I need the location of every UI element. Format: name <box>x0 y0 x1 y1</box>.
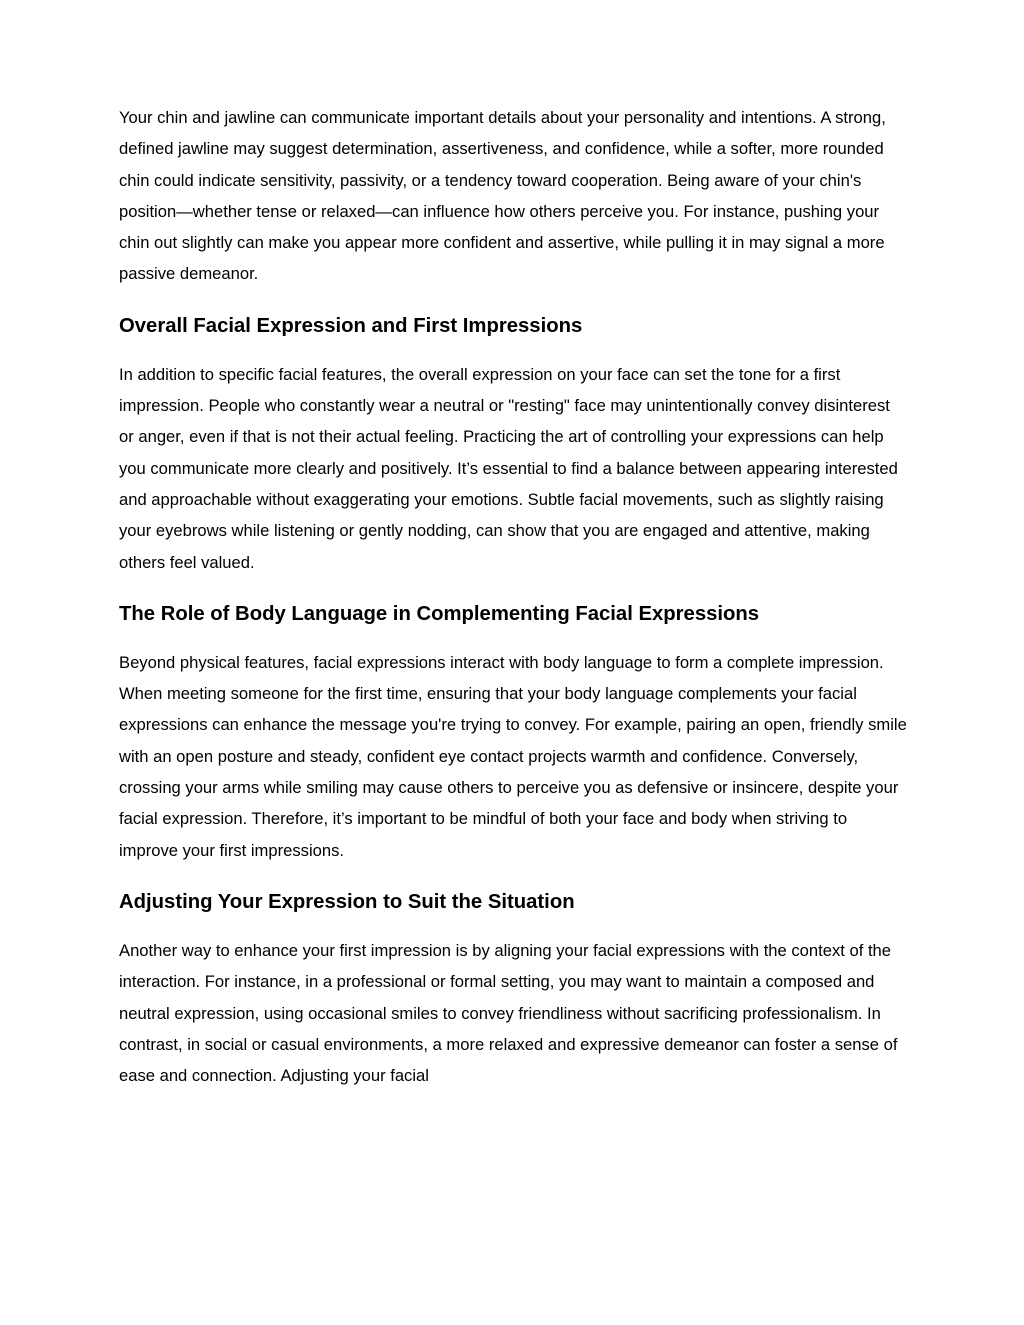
paragraph-body-language: Beyond physical features, facial expressions interact with body language to form a complete impression. When meeting someone for the first time, ensuring that your body language complements your facial expressions can enhance the message you're trying to convey. For example, pairing an open, friendly smile with an open posture and steady, confident eye contact projects warmth and confidence. Conversely, crossing your arms while smiling may cause others to perceive you as defensive or insincere, despite your facial expression. Therefore, it’s important to be mindful of both your face and body when striving to improve your first impressions. <box>119 652 907 860</box>
document-body <box>119 102 909 1091</box>
paragraph-adjusting-expression: Another way to enhance your first impression is by aligning your facial expressions with the context of the interaction. For instance, in a professional or formal setting, you may want to maintain a composed and neutral expression, using occasional smiles to convey friendliness without sacrificing professionalism. In contrast, in social or casual environments, a more relaxed and expressive demeanor can foster a sense of ease and connection. Adjusting your facial <box>119 940 898 1086</box>
heading-overall-facial-expression: Overall Facial Expression and First Impressions <box>119 314 583 337</box>
heading-adjusting-expression: Adjusting Your Expression to Suit the Situation <box>119 890 575 913</box>
heading-body-language: The Role of Body Language in Complementing Facial Expressions <box>119 602 760 625</box>
paragraph-chin-jawline: Your chin and jawline can communicate important details about your personality and intentions. A strong, defined jawline may suggest determination, assertiveness, and confidence, while a softer, more rounded chin could indicate sensitivity, passivity, or a tendency toward cooperation. Being aware of your chin's position—whether tense or relaxed—can influence how others perceive you. For instance, pushing your chin out slightly can make you appear more confident and assertive, while pulling it in may signal a more passive demeanor. <box>119 108 886 284</box>
paragraph-overall-expression: In addition to specific facial features, the overall expression on your face can set the tone for a first impression. People who constantly wear a neutral or "resting" face may unintentionally convey disinterest or anger, even if that is not their actual feeling. Practicing the art of controlling your expressions can help you communicate more clearly and positively. It’s essential to find a balance between appearing interested and approachable without exaggerating your emotions. Subtle facial movements, such as slightly raising your eyebrows while listening or gently nodding, can show that you are engaged and attentive, making others feel valued. <box>119 364 898 572</box>
